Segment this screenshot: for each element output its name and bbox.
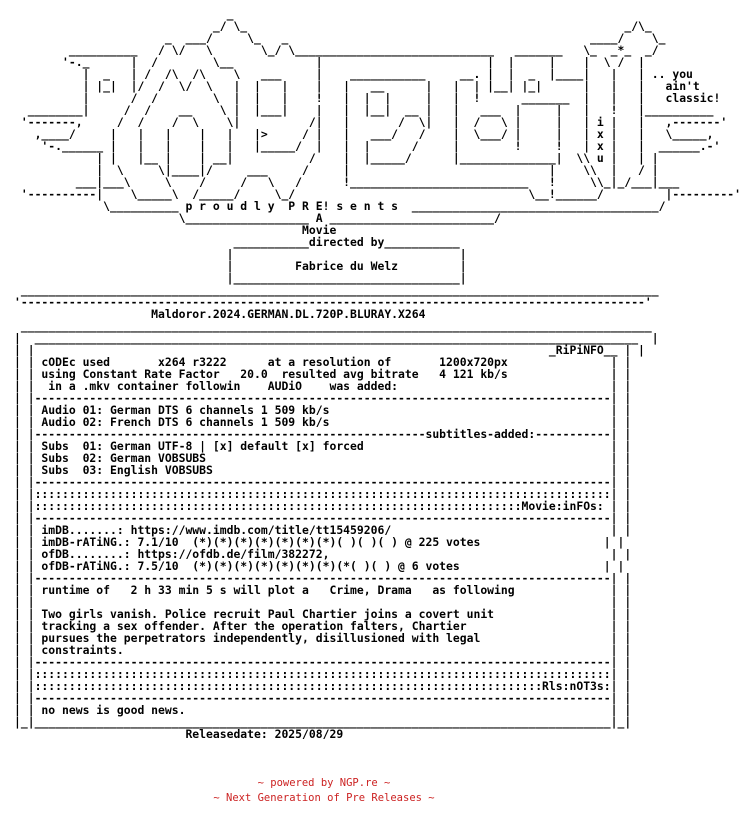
footer-powered-by: ~ powered by NGP.re ~: [257, 777, 391, 789]
footer-tagline: ~ Next Generation of Pre Releases ~: [213, 792, 435, 804]
nfo-ascii-art: _ _/ \_ _/\_ _ ___/ \_ _ ____/ \_ __________ / \/ \ \_/ \_____________________________ _______ \_ _*_ _/ '-._ | / \__ | | | | | \ / | | _ | / /\ /\ \ ___ | ___________ __. | | _ |____| | | .. you | |_| |/ / \/ \ | | | | | __ | | | |__| |_| | | | ain't | / / \ | | | ! | | | | | ! _______ | | | classic! ________| / / __ \ | |___| | | |__| __ | | ___ | | | ! |__________ '-------, / / / \ \| /| | / \| | / \ | | | i | | ,-------' ,____/ | | | | | |> / | | ___/ / | \___/ | | | x | | \_____, '-.______ | | | | | |_____/ | | | / | ! ! | x | | ______.-' | | |__ | | __| / | |_____/ |______________| \\ u | | | | \ \|____|/ ___ / | | \\ | / | ___|___\ \ / / \ / !__________________________ ! \\_|_/___|___ '----------| \_____\ /_____/ \_/ \__!______/ |---------' \__________ p r o u d l y P R E! s e n t s ____________________________________/ \__________________ A ________________________/ Movie ___________directed by___________ | | | Fabrice du Welz | |_________________________________| _____________________________________________________________________________________________ '-------------------------------------------------------------------------------------------' Maldoror.2024.GERMAN.DL.720P.BLURAY.X264 ____________________________________________________________________________________________ | ________________________________________________________________________________________ | | | _RiPiNFO__ | | | | cODEc used x264 r3222 at a resolution of 1200x720px | | | | using Constant Rate Factor 20.0 resulted avg bitrate 4 121 kb/s | | | | in a .mkv container followin AUDiO was added: | | | |------------------------------------------------------------------------------------| | | | Audio 01: German DTS 6 channels 1 509 kb/s | | | | Audio 02: French DTS 6 channels 1 509 kb/s | | | |---------------------------------------------------------subtitles-added:-----------| | | | Subs 01: German UTF-8 | [x] default [x] forced | | | | Subs 02: German VOBSUBS | | | | Subs 03: English VOBSUBS | | | |------------------------------------------------------------------------------------| | | |::::::::::::::::::::::::::::::::::::::::::::::::::::::::::::::::::::::::::::::::::::| | | |:::::::::::::::::::::::::::::::::::::::::::::::::::::::::::::::::::::::Movie:inFOs: | | | |------------------------------------------------------------------------------------| | | | imDB.......: https://www.imdb.com/title/tt15459206/ | | | | imDB-rATiNG.: 7.1/10 (*)(*)(*)(*)(*)(*)(*)( )( )( ) @ 225 votes | | | | ofDB........: https://ofdb.de/film/382272, | | | | ofDB-rATiNG.: 7.5/10 (*)(*)(*)(*)(*)(*)(*)(*( )( ) @ 6 votes | | | |------------------------------------------------------------------------------------| | | | runtime of 2 h 33 min 5 s will plot a Crime, Drama as following | | | | | | | | Two girls vanish. Police recruit Paul Chartier joins a covert unit | | | | tracking a sex offender. After the operation falters, Chartier | | | | pursues the perpetrators independently, disillusioned with legal | | | | constraints. | | | |------------------------------------------------------------------------------------| | | |::::::::::::::::::::::::::::::::::::::::::::::::::::::::::::::::::::::::::::::::::::| | | |::::::::::::::::::::::::::::::::::::::::::::::::::::::::::::::::::::::::::Rls:nOT3s:| | | |------------------------------------------------------------------------------------| | | | no news is good news. | | |_|____________________________________________________________________________________|_| Releasedate: 2025/08/29: [14, 7, 741, 741]
